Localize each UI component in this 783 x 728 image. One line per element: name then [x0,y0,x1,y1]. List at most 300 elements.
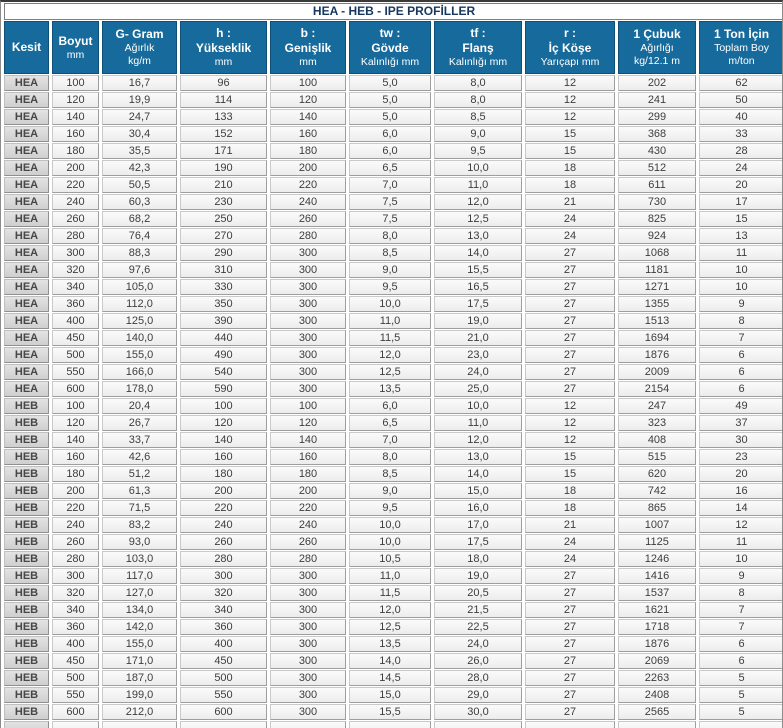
table-row [4,109,783,125]
value-cell: 155,0 [102,347,177,363]
value-cell: 6 [699,347,783,363]
value-cell: 300 [270,704,346,720]
header-line: m/ton [728,55,755,67]
value-cell: 8,0 [434,75,522,91]
value-cell: 9,0 [349,483,431,499]
value-cell: 160 [52,126,99,142]
value-cell: 13,5 [349,636,431,652]
value-cell: 19,9 [102,92,177,108]
value-cell: 190 [180,160,267,176]
value-cell: 12,5 [434,211,522,227]
value-cell: 12,0 [434,194,522,210]
value-cell: 140 [52,109,99,125]
section-cell: HEA [4,347,49,363]
title-row [4,3,783,20]
value-cell: 1068 [618,245,696,261]
value-cell: 19,0 [434,568,522,584]
value-cell: 5 [699,687,783,703]
section-cell: HEA [4,364,49,380]
header-line: G- Gram [115,27,164,41]
value-cell: 6 [699,381,783,397]
value-cell: 20 [699,466,783,482]
value-cell: 240 [180,517,267,533]
value-cell: 2009 [618,364,696,380]
value-cell: 11,5 [349,585,431,601]
value-cell: 199,0 [102,687,177,703]
section-cell: HEB [4,398,49,414]
value-cell: 37 [699,415,783,431]
value-cell: 220 [270,500,346,516]
value-cell: 21 [525,194,615,210]
value-cell: 220 [180,500,267,516]
value-cell: 10 [699,551,783,567]
page-title: HEA - HEB - IPE PROFİLLER [4,3,783,20]
value-cell: 300 [270,296,346,312]
value-cell: 600 [180,704,267,720]
value-cell: 12,0 [349,347,431,363]
column-header-ton [699,21,783,74]
value-cell: 825 [618,211,696,227]
table-row [4,347,783,363]
value-cell: 180 [52,143,99,159]
value-cell: 16 [699,483,783,499]
value-cell: 120 [180,415,267,431]
value-cell [349,721,431,728]
header-line: Yükseklik [195,41,252,55]
value-cell: 76,4 [102,228,177,244]
value-cell: 5,0 [349,92,431,108]
value-cell: 27 [525,704,615,720]
value-cell: 17 [699,194,783,210]
value-cell: 8,0 [349,449,431,465]
header-line: r : [564,26,576,40]
column-header-cubuk [618,21,696,74]
value-cell: 15 [699,211,783,227]
value-cell: 16,0 [434,500,522,516]
value-cell: 1718 [618,619,696,635]
value-cell: 300 [270,313,346,329]
value-cell: 60,3 [102,194,177,210]
value-cell: 500 [52,670,99,686]
value-cell: 15 [525,449,615,465]
value-cell: 212,0 [102,704,177,720]
value-cell: 5,0 [349,109,431,125]
header-line: h : [216,26,231,40]
value-cell: 260 [52,534,99,550]
value-cell: 27 [525,670,615,686]
value-cell: 10 [699,262,783,278]
value-cell: 142,0 [102,619,177,635]
section-cell: HEA [4,279,49,295]
section-cell: HEA [4,296,49,312]
value-cell: 18 [525,500,615,516]
value-cell: 1537 [618,585,696,601]
value-cell: 62 [699,75,783,91]
header-line: Boyut [58,33,93,48]
value-cell: 12 [525,109,615,125]
value-cell: 133 [180,109,267,125]
header-line: mm [299,56,317,68]
value-cell: 512 [618,160,696,176]
value-cell: 8,0 [434,92,522,108]
value-cell: 18 [525,160,615,176]
value-cell: 1125 [618,534,696,550]
value-cell: 1513 [618,313,696,329]
value-cell: 200 [52,483,99,499]
value-cell: 11,0 [434,177,522,193]
value-cell: 100 [180,398,267,414]
section-cell: HEB [4,483,49,499]
header-line: b : [300,26,316,40]
value-cell: 2565 [618,704,696,720]
value-cell: 300 [270,568,346,584]
value-cell: 200 [270,160,346,176]
value-cell: 15 [525,143,615,159]
value-cell: 240 [270,517,346,533]
value-cell: 590 [180,381,267,397]
value-cell: 9,0 [349,262,431,278]
header-line: Kesit [11,40,42,54]
value-cell: 390 [180,313,267,329]
header-line: kg/m [128,55,151,67]
table-row [4,568,783,584]
value-cell: 360 [52,296,99,312]
value-cell: 6,5 [349,160,431,176]
value-cell: 20,5 [434,585,522,601]
section-cell: HEA [4,177,49,193]
value-cell: 300 [270,330,346,346]
table-row [4,262,783,278]
value-cell: 17,5 [434,296,522,312]
value-cell: 8,5 [349,466,431,482]
table-row [4,143,783,159]
value-cell [52,721,99,728]
section-cell: HEB [4,568,49,584]
value-cell: 103,0 [102,551,177,567]
value-cell: 280 [270,551,346,567]
value-cell: 15,0 [349,687,431,703]
section-cell: HEB [4,415,49,431]
value-cell: 27 [525,296,615,312]
value-cell: 742 [618,483,696,499]
value-cell: 140,0 [102,330,177,346]
value-cell: 350 [180,296,267,312]
value-cell: 40 [699,109,783,125]
value-cell: 5 [699,704,783,720]
value-cell: 30 [699,432,783,448]
value-cell: 540 [180,364,267,380]
value-cell: 51,2 [102,466,177,482]
value-cell: 1246 [618,551,696,567]
table-row [4,432,783,448]
section-cell: HEB [4,585,49,601]
value-cell: 160 [270,126,346,142]
value-cell: 21,0 [434,330,522,346]
value-cell: 100 [52,75,99,91]
section-cell: HEA [4,143,49,159]
value-cell: 220 [52,177,99,193]
value-cell: 14,0 [434,466,522,482]
table-row [4,585,783,601]
value-cell: 299 [618,109,696,125]
value-cell: 2154 [618,381,696,397]
header-line: tw : [379,26,401,40]
column-header-ic-kose [525,21,615,74]
value-cell: 171,0 [102,653,177,669]
header-line: Toplam Boy [714,42,769,54]
value-cell: 100 [270,398,346,414]
table-row [4,75,783,91]
value-cell: 140 [270,432,346,448]
value-cell: 490 [180,347,267,363]
value-cell: 134,0 [102,602,177,618]
value-cell: 27 [525,381,615,397]
value-cell: 11,0 [434,415,522,431]
value-cell: 1621 [618,602,696,618]
value-cell: 27 [525,262,615,278]
value-cell: 1694 [618,330,696,346]
value-cell [102,721,177,728]
value-cell: 93,0 [102,534,177,550]
value-cell: 13,5 [349,381,431,397]
value-cell: 17,5 [434,534,522,550]
table-row [4,704,783,720]
value-cell: 114 [180,92,267,108]
value-cell: 27 [525,330,615,346]
value-cell: 1876 [618,347,696,363]
value-cell: 10,0 [434,160,522,176]
value-cell: 515 [618,449,696,465]
section-cell: HEA [4,194,49,210]
value-cell: 7 [699,602,783,618]
value-cell: 340 [52,279,99,295]
value-cell: 33,7 [102,432,177,448]
value-cell: 340 [52,602,99,618]
section-cell: HEA [4,228,49,244]
value-cell: 30,0 [434,704,522,720]
value-cell: 42,6 [102,449,177,465]
section-cell: HEB [4,704,49,720]
value-cell: 27 [525,585,615,601]
value-cell: 210 [180,177,267,193]
section-cell: HEA [4,381,49,397]
value-cell: 1271 [618,279,696,295]
value-cell: 10,0 [434,398,522,414]
value-cell: 290 [180,245,267,261]
value-cell: 240 [52,194,99,210]
table-row [4,500,783,516]
value-cell: 27 [525,313,615,329]
value-cell: 180 [180,466,267,482]
header-line: Kalınlığı mm [360,56,420,68]
value-cell: 200 [270,483,346,499]
value-cell: 187,0 [102,670,177,686]
value-cell: 310 [180,262,267,278]
value-cell: 96 [180,75,267,91]
value-cell: 120 [52,415,99,431]
value-cell: 127,0 [102,585,177,601]
value-cell: 23 [699,449,783,465]
value-cell: 9,5 [434,143,522,159]
value-cell: 9,5 [349,279,431,295]
value-cell: 27 [525,568,615,584]
value-cell: 30,4 [102,126,177,142]
value-cell: 360 [52,619,99,635]
section-cell: HEB [4,534,49,550]
value-cell: 11 [699,534,783,550]
value-cell: 28 [699,143,783,159]
value-cell: 12 [525,415,615,431]
value-cell: 5,0 [349,75,431,91]
value-cell: 27 [525,602,615,618]
value-cell: 12 [525,398,615,414]
value-cell: 27 [525,619,615,635]
column-header-kesit [4,21,49,74]
value-cell: 611 [618,177,696,193]
table-row [4,364,783,380]
table-row [4,517,783,533]
value-cell: 9,5 [349,500,431,516]
table-row [4,296,783,312]
value-cell: 14 [699,500,783,516]
value-cell: 202 [618,75,696,91]
value-cell: 14,5 [349,670,431,686]
value-cell: 924 [618,228,696,244]
value-cell: 100 [270,75,346,91]
value-cell: 15 [525,466,615,482]
value-cell: 24 [525,534,615,550]
value-cell: 171 [180,143,267,159]
value-cell: 300 [270,347,346,363]
value-cell: 27 [525,636,615,652]
value-cell: 14,0 [434,245,522,261]
value-cell: 160 [270,449,346,465]
value-cell: 23,0 [434,347,522,363]
value-cell: 280 [52,551,99,567]
section-cell: HEA [4,160,49,176]
value-cell: 50 [699,92,783,108]
value-cell: 15 [525,126,615,142]
value-cell: 10,0 [349,517,431,533]
value-cell: 360 [180,619,267,635]
section-cell: HEA [4,109,49,125]
table-row [4,534,783,550]
section-cell: HEA [4,313,49,329]
section-cell: HEB [4,619,49,635]
value-cell: 300 [270,364,346,380]
value-cell: 320 [52,585,99,601]
value-cell: 180 [270,466,346,482]
value-cell: 300 [270,245,346,261]
value-cell: 320 [180,585,267,601]
value-cell: 500 [52,347,99,363]
value-cell: 18,0 [434,551,522,567]
table-row [4,126,783,142]
value-cell: 300 [270,585,346,601]
value-cell: 368 [618,126,696,142]
value-cell: 21,5 [434,602,522,618]
table-row [4,466,783,482]
value-cell: 450 [52,330,99,346]
value-cell: 200 [52,160,99,176]
value-cell [525,721,615,728]
value-cell: 12 [699,517,783,533]
value-cell: 12,5 [349,619,431,635]
value-cell: 8,5 [434,109,522,125]
value-cell: 2263 [618,670,696,686]
value-cell: 27 [525,687,615,703]
value-cell: 323 [618,415,696,431]
value-cell: 1876 [618,636,696,652]
value-cell: 120 [270,92,346,108]
section-cell: HEB [4,432,49,448]
section-cell: HEA [4,211,49,227]
value-cell: 112,0 [102,296,177,312]
value-cell: 12 [525,92,615,108]
section-cell: HEB [4,466,49,482]
value-cell: 12 [525,75,615,91]
value-cell: 27 [525,347,615,363]
value-cell: 166,0 [102,364,177,380]
section-cell: HEB [4,500,49,516]
value-cell: 400 [180,636,267,652]
column-header-yukseklik [180,21,267,74]
table-body [4,75,783,728]
value-cell: 29,0 [434,687,522,703]
value-cell: 12,5 [349,364,431,380]
section-cell: HEA [4,262,49,278]
value-cell: 160 [52,449,99,465]
value-cell: 160 [180,449,267,465]
value-cell: 15,0 [434,483,522,499]
value-cell: 28,0 [434,670,522,686]
header-line: Gövde [371,41,409,55]
value-cell [180,721,267,728]
table-row [4,483,783,499]
table-row [4,449,783,465]
column-header-govde [349,21,431,74]
value-cell: 120 [270,415,346,431]
value-cell [699,721,783,728]
header-line: kg/12.1 m [633,55,681,67]
header-line: Genişlik [284,41,332,55]
value-cell: 300 [270,687,346,703]
value-cell: 24,7 [102,109,177,125]
table-row [4,228,783,244]
value-cell: 24 [525,551,615,567]
header-line: 1 Ton İçin [713,27,770,41]
value-cell: 180 [270,143,346,159]
value-cell: 7 [699,330,783,346]
value-cell: 140 [270,109,346,125]
value-cell: 500 [180,670,267,686]
value-cell: 17,0 [434,517,522,533]
value-cell: 430 [618,143,696,159]
header-line: Ağırlığı [640,42,674,54]
value-cell: 24 [699,160,783,176]
column-header-boyut [52,21,99,74]
value-cell: 27 [525,364,615,380]
value-cell: 16,7 [102,75,177,91]
header-line: tf : [470,26,486,40]
value-cell: 865 [618,500,696,516]
value-cell: 600 [52,381,99,397]
value-cell: 7,0 [349,432,431,448]
value-cell: 18 [525,177,615,193]
value-cell: 152 [180,126,267,142]
partial-table-row [4,721,783,728]
value-cell: 15,5 [349,704,431,720]
